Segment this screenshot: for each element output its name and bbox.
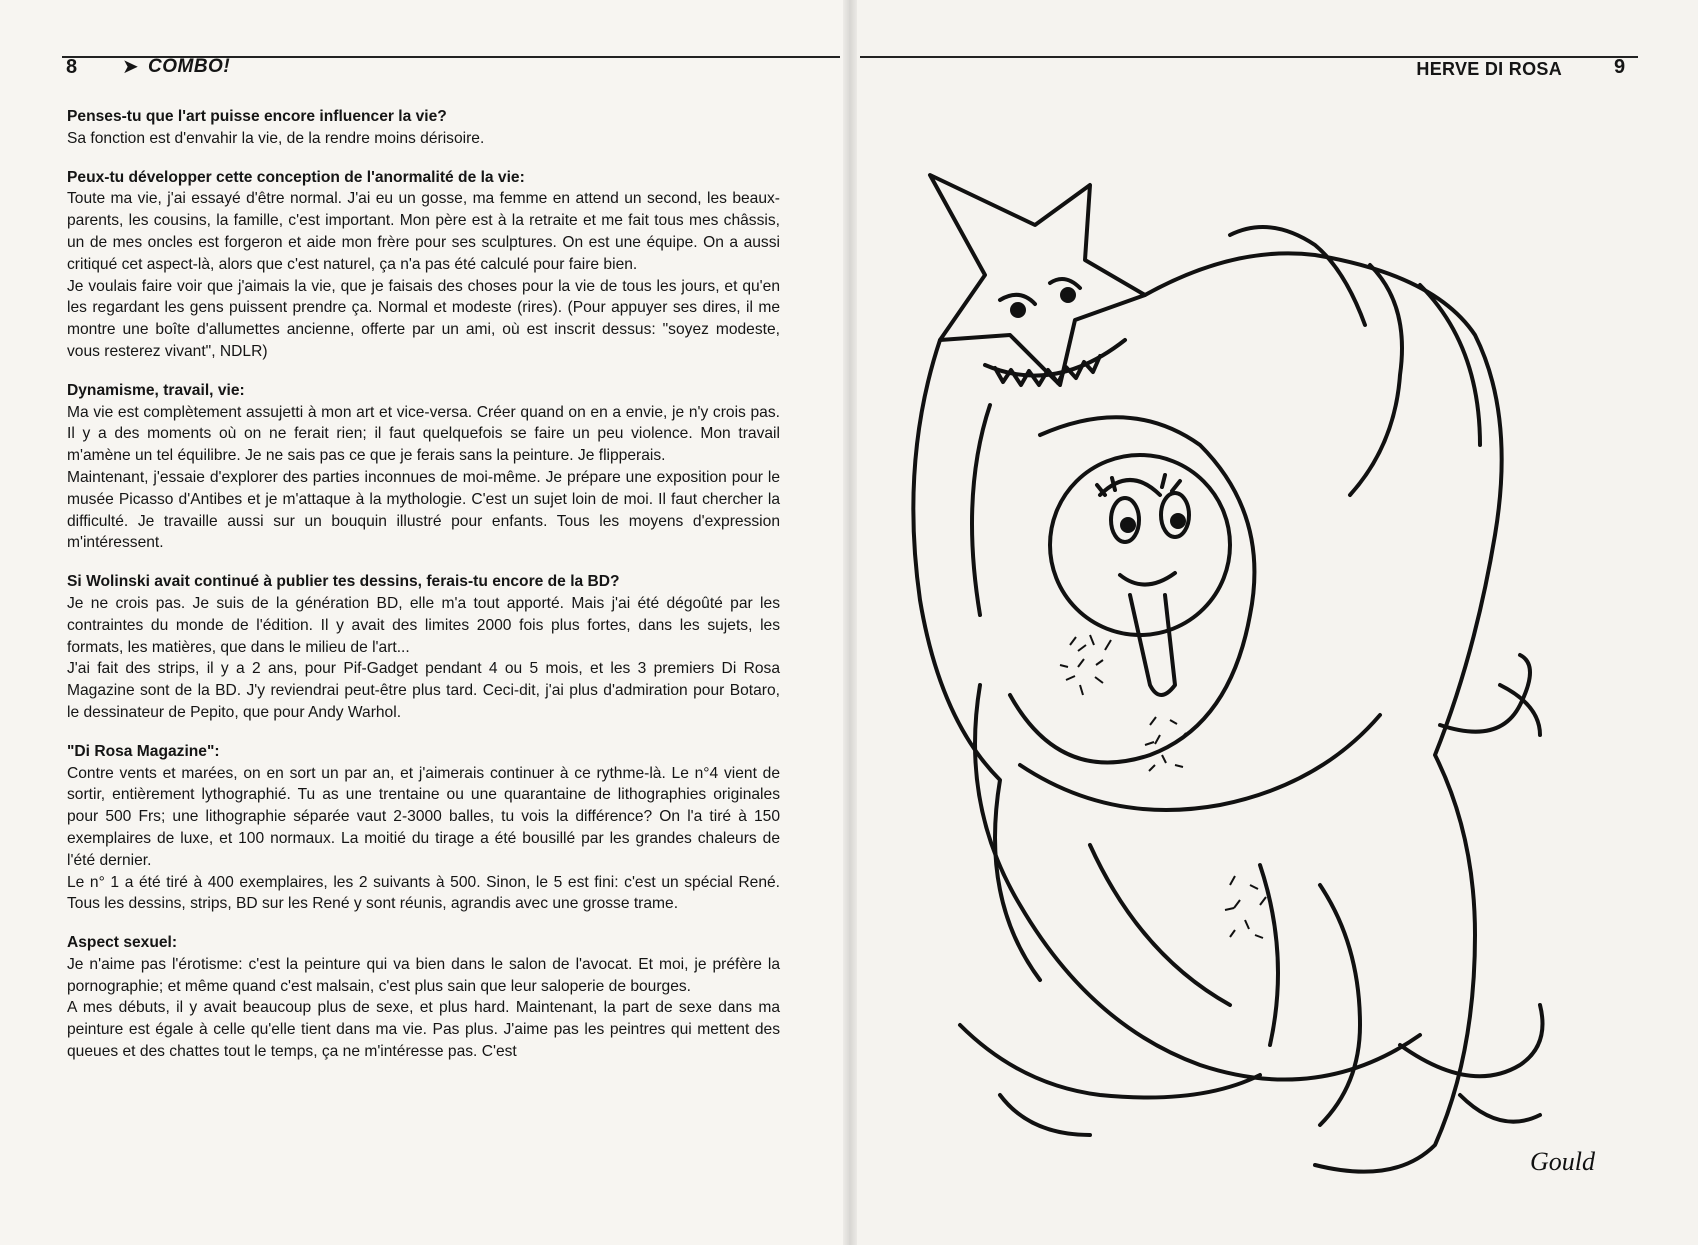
answer-paragraph: A mes débuts, il y avait beaucoup plus de sexe, et plus hard. Maintenant, la part de sexe dans ma peinture est égale à celle qu'elle tient dans ma vie. Pas plus. J'aime pas les peintres qui mettent des queues et des chattes tout le temps, ça ne m'intéresse pas. C'est xyxy=(67,999,780,1061)
interview-section xyxy=(67,167,780,363)
answer-paragraph: Je n'aime pas l'érotisme: c'est la peinture qui va bien dans le salon de l'avocat. Et moi, je préfère la pornographie; et même quand c'est malsain, c'est plus sain que leur saloperie de bourges. xyxy=(67,955,780,995)
answer-paragraph: Ma vie est complètement assujetti à mon art et vice-versa. Créer quand on en a envie, je n'y crois pas. Il y a des moments où on ne ferait rien; il faut quelquefois se faire un peu violence. Mon travail m'amène un tel équilibre. Je ne sais pas ce que je ferais sans la peinture. Je flipperais. xyxy=(67,403,780,465)
author-running-head: HERVE DI ROSA xyxy=(1416,59,1562,79)
grinning-mouth xyxy=(985,340,1125,376)
star-head-shape xyxy=(930,175,1145,385)
section-title: COMBO! xyxy=(148,56,231,77)
answer-paragraph: J'ai fait des strips, il y a 2 ans, pour Pif-Gadget pendant 4 ou 5 mois, et les 3 premiers Di Rosa Magazine sont de la BD. J'y reviendrai peut-être plus tard. Ceci-dit, j'ai plus d'admiration pour Botaro, le dessinateur de Pepito, que pour Andy Warhol. xyxy=(67,660,780,721)
question-heading: "Di Rosa Magazine": xyxy=(67,742,220,760)
question-heading: Penses-tu que l'art puisse encore influencer la vie? xyxy=(67,108,447,125)
question-heading: Aspect sexuel: xyxy=(67,934,178,952)
illustration-svg xyxy=(900,165,1630,1195)
interview-section xyxy=(67,571,780,724)
answer-paragraph: Contre vents et marées, on en sort un par an, et j'aimerais continuer à ce rythme-là. Le n°4 vient de sortir, entièrement lythographié. Tu as une trentaine ou une quarantaine de lithographies originales pour 500 Frs; une lithographie séparée vaut 2-3000 balles, tu vois la différence? On l'a tiré à 150 exemplaires de luxe, et 100 normaux. La moitié du tirage a été bousillé par les grandes chaleurs de l'été dernier. xyxy=(67,764,780,869)
question-heading: Peux-tu développer cette conception de l'anormalité de la vie: xyxy=(67,168,525,186)
interview-article xyxy=(67,106,780,1080)
interview-section xyxy=(67,380,780,554)
arrow-right-icon: ➤ xyxy=(122,56,139,78)
tongue-shape xyxy=(1130,595,1175,695)
interview-section xyxy=(67,932,780,1063)
line-drawing-illustration xyxy=(900,165,1630,1195)
question-heading: Dynamisme, travail, vie: xyxy=(67,381,245,399)
header-rule-right xyxy=(860,56,1638,58)
answer-paragraph: Sa fonction est d'envahir la vie, de la rendre moins dérisoire. xyxy=(67,129,485,147)
interview-section xyxy=(67,106,780,150)
answer-paragraph: Le n° 1 a été tiré à 400 exemplaires, les 2 suivants à 500. Sinon, le 5 est fini: c'est un spécial René. Tous les dessins, strips, BD sur les René y sont réunis, agrandis avec une grosse trame. xyxy=(67,873,780,913)
page-gutter xyxy=(843,0,857,1245)
answer-paragraph: Je ne crois pas. Je suis de la génération BD, elle m'a tout apporté. Mais j'ai été dégoûté par les contraintes du monde de l'édition. Il y avait des limites 2000 fois plus fortes, dans les sujets, les formats, les matières, que dans le milieu de l'art... xyxy=(67,594,780,656)
question-heading: Si Wolinski avait continué à publier tes dessins, ferais-tu encore de la BD? xyxy=(67,573,620,591)
answer-paragraph: Je voulais faire voir que j'aimais la vie, que je faisais des choses pour la vie de tous les jours, et qu'en les regardant les gens puissent prendre ça. Normal et modeste (rires). (Pour appuyer ses dires, il me montre une boîte d'allumettes ancienne, offerte par un ami, où est inscrit dessus: "soyez modeste, vous resterez vivant", NDLR) xyxy=(67,277,780,360)
page-number-left: 8 xyxy=(66,56,78,78)
interview-section xyxy=(67,741,780,915)
answer-paragraph: Toute ma vie, j'ai essayé d'être normal. J'ai eu un gosse, ma femme en attend un second, les beaux-parents, les cousins, la famille, c'est important. Mon père est à la retraite et me fait tous mes châssis, un de mes oncles est forgeron et aide mon frère pour ses sculptures. On est une équipe. On a aussi critiqué cet aspect-là, alors que c'est naturel, ça n'a pas été calculé pour faire bien. xyxy=(67,190,780,273)
page-number-right: 9 xyxy=(1614,56,1626,78)
hair-texture xyxy=(1060,635,1266,938)
answer-paragraph: Maintenant, j'essaie d'explorer des parties inconnues de moi-même. Je prépare une exposition pour le musée Picasso d'Antibes et je m'attaque à la mythologie. C'est un sujet loin de moi. Il faut chercher la difficulté. Je travaille aussi sur un bouquin illustré pour enfants. Tous les moyens d'expression m'intéressent. xyxy=(67,468,780,552)
artist-signature: Gould xyxy=(1530,1147,1595,1176)
